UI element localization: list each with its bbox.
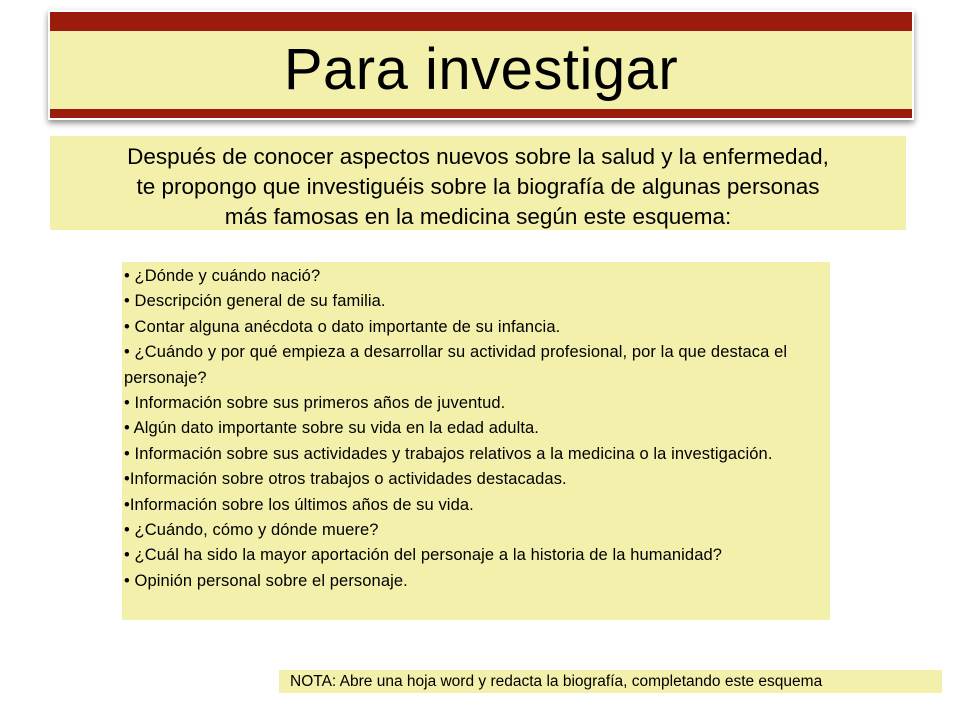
note-label: NOTA <box>290 673 332 690</box>
intro-line-3: más famosas en la medicina según este esquema: <box>224 204 732 229</box>
list-item: • ¿Dónde y cuándo nació? <box>124 267 321 285</box>
list-item: • ¿Cuál ha sido la mayor aportación del personaje a la historia de la humanidad? <box>124 546 723 565</box>
slide-title: Para investigar <box>283 37 679 102</box>
list-item: • Algún dato importante sobre su vida en la edad adulta. <box>124 419 539 438</box>
intro-line-2: te propongo que investiguéis sobre la biografía de algunas personas <box>136 174 820 199</box>
list-item: • Información sobre sus primeros años de juventud. <box>124 394 506 413</box>
list-item: •Información sobre otros trabajos o actividades destacadas. <box>124 470 567 489</box>
list-item: •Información sobre los últimos años de su vida. <box>124 495 474 514</box>
list-item: • ¿Cuándo y por qué empieza a desarrollar su actividad profesional, por la que destaca el personaje? <box>124 343 788 387</box>
title-banner <box>48 10 914 120</box>
question-list <box>124 264 830 594</box>
title-panel <box>50 31 912 109</box>
list-item: • Descripción general de su familia. <box>124 292 386 311</box>
list-item: • Información sobre sus actividades y trabajos relativos a la medicina o la investigación. <box>124 444 773 463</box>
list-item: • Opinión personal sobre el personaje. <box>124 571 408 590</box>
intro-line-1: Después de conocer aspectos nuevos sobre la salud y la enfermedad, <box>127 144 829 169</box>
list-item: • ¿Cuándo, cómo y dónde muere? <box>124 521 379 540</box>
note-box <box>279 670 942 693</box>
list-item: • Contar alguna anécdota o dato importante de su infancia. <box>124 317 561 336</box>
intro-paragraph <box>50 136 906 230</box>
note-text: : Abre una hoja word y redacta la biografía, completando este esquema <box>331 673 823 690</box>
